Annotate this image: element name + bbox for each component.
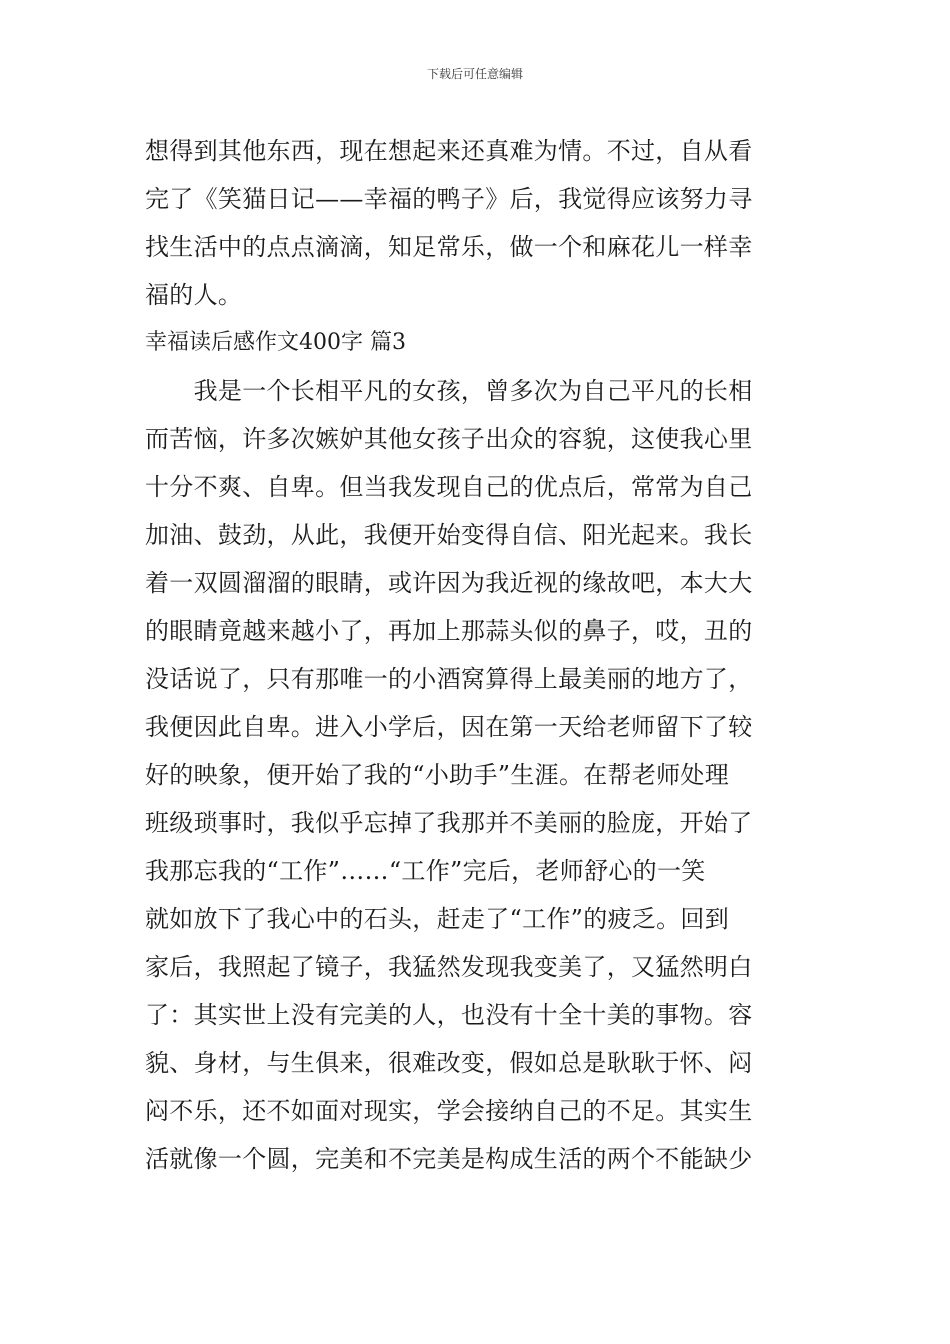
text-line: 我便因此自卑。进入小学后，因在第一天给老师留下了较: [145, 713, 753, 741]
paragraph-essay: [145, 367, 810, 1183]
text-line: 我是一个长相平凡的女孩，曾多次为自己平凡的长相: [145, 377, 753, 405]
text-line: 福的人。: [145, 281, 243, 309]
text-line: 找生活中的点点滴滴，知足常乐，做一个和麻花儿一样幸: [145, 233, 753, 261]
text-line: 就如放下了我心中的石头，赶走了“工作”的疲乏。回到: [145, 905, 730, 933]
text-line: 而苦恼，许多次嫉妒其他女孩子出众的容貌，这使我心里: [145, 425, 753, 453]
text-line: 班级琐事时，我似乎忘掉了我那并不美丽的脸庞，开始了: [145, 809, 753, 837]
text-line: 我那忘我的“工作”……“工作”完后，老师舒心的一笑: [145, 857, 706, 885]
document-body: [145, 127, 810, 1183]
text-line: 没话说了，只有那唯一的小酒窝算得上最美丽的地方了，: [145, 665, 753, 693]
text-line: 十分不爽、自卑。但当我发现自己的优点后，常常为自己: [145, 473, 753, 501]
text-line: 的眼睛竟越来越小了，再加上那蒜头似的鼻子，哎，丑的: [145, 617, 753, 645]
section-title: 幸福读后感作文400字 篇3: [145, 330, 406, 355]
text-line: 貌、身材，与生俱来，很难改变，假如总是耿耿于怀、闷: [145, 1049, 753, 1077]
text-line: 好的映象，便开始了我的“小助手”生涯。在帮老师处理: [145, 761, 730, 789]
text-line: 活就像一个圆，完美和不完美是构成生活的两个不能缺少: [145, 1145, 753, 1173]
text-line: 家后，我照起了镜子，我猛然发现我变美了，又猛然明白: [145, 953, 753, 981]
text-line: 完了《笑猫日记——幸福的鸭子》后，我觉得应该努力寻: [145, 185, 753, 213]
paragraph-continued: [145, 127, 810, 319]
text-line: 着一双圆溜溜的眼睛，或许因为我近视的缘故吧，本大大: [145, 569, 753, 597]
text-line: 想得到其他东西，现在想起来还真难为情。不过，自从看: [145, 137, 753, 165]
text-line: 了：其实世上没有完美的人，也没有十全十美的事物。容: [145, 1001, 753, 1029]
page-header-note: 下载后可任意编辑: [426, 67, 523, 81]
text-line: 闷不乐，还不如面对现实，学会接纳自己的不足。其实生: [145, 1097, 753, 1125]
text-line: 加油、鼓劲，从此，我便开始变得自信、阳光起来。我长: [145, 521, 753, 549]
